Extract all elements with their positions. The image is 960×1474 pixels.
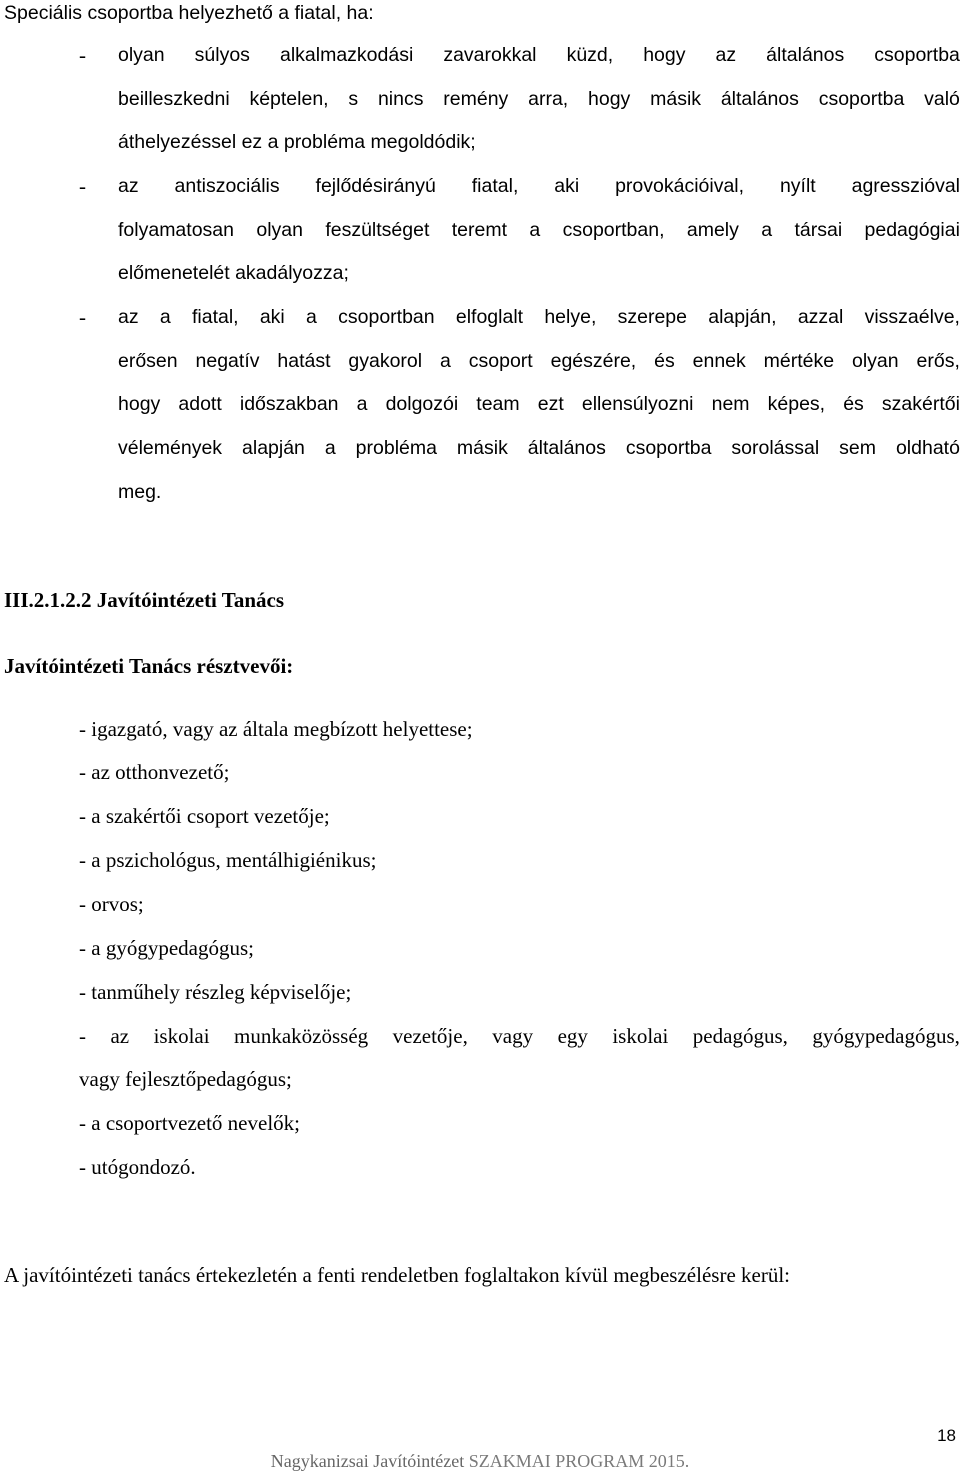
participant-item: - igazgató, vagy az általa megbízott helyettese; [79, 717, 473, 741]
word: ennek [692, 350, 746, 372]
word: hogy [118, 393, 161, 415]
closing-text: A javítóintézeti tanács értekezletén a fenti rendeletben foglaltakon kívül megbeszélésre kerül: [4, 1263, 790, 1287]
word: alkalmazkodási [279, 44, 414, 66]
participant-item: - utógondozó. [79, 1155, 196, 1179]
word: vezetője, [392, 1024, 468, 1048]
condition-line [118, 42, 960, 68]
page-footer [0, 1450, 960, 1472]
word: olyan [118, 44, 165, 66]
participant-item-line [79, 1023, 960, 1049]
word: társai [794, 219, 843, 241]
word: adott [178, 393, 222, 415]
intro-text: Speciális csoportba helyezhető a fiatal, ha: [4, 2, 374, 24]
word: fejlődésirányú [315, 175, 436, 197]
word: gyakorol [348, 350, 423, 372]
word: ellensúlyozni [581, 393, 694, 415]
word: szakértői [881, 393, 960, 415]
word: a [529, 219, 541, 241]
page-number: 18 [937, 1426, 956, 1445]
word: s [348, 88, 359, 110]
word: általános [720, 88, 799, 110]
section-heading: III.2.1.2.2 Javítóintézeti Tanács [4, 588, 285, 612]
word: provokációival, [615, 175, 745, 197]
word: dolgozói [385, 393, 459, 415]
word: időszakban [239, 393, 339, 415]
word: nem [711, 393, 750, 415]
word: remény [443, 88, 509, 110]
word: és [843, 393, 864, 415]
word: elfoglalt [455, 306, 524, 328]
word: általános [527, 437, 606, 459]
word: szerepe [617, 306, 687, 328]
word: aki [554, 175, 580, 197]
word: csoport [468, 350, 533, 372]
word: probléma [355, 437, 437, 459]
participant-item: - a csoportvezető nevelők; [79, 1111, 300, 1135]
participant-item: - tanműhely részleg képviselője; [79, 980, 352, 1004]
word: zavarokkal [443, 44, 537, 66]
word: iskolai [612, 1024, 669, 1048]
word: a [761, 219, 773, 241]
word: agresszióval [851, 175, 960, 197]
word: nyílt [779, 175, 816, 197]
word: amely [686, 219, 739, 241]
word: a [356, 393, 368, 415]
word: beilleszkedni [118, 88, 230, 110]
condition-text: meg. [118, 481, 162, 503]
word: vagy [492, 1024, 534, 1048]
list-dash: - [79, 174, 86, 198]
word: - [79, 1024, 86, 1048]
word: olyan [256, 219, 303, 241]
word: csoportban, [562, 219, 665, 241]
word: csoportba [874, 44, 960, 66]
word: alapján [242, 437, 305, 459]
word: feszültséget [325, 219, 430, 241]
condition-line [118, 217, 960, 243]
word: azzal [797, 306, 844, 328]
word: csoportba [625, 437, 712, 459]
word: a [440, 350, 451, 372]
word: alapján, [708, 306, 777, 328]
word: mértéke [763, 350, 835, 372]
word: pedagógiai [864, 219, 960, 241]
word: egy [557, 1024, 588, 1048]
word: hatást [277, 350, 331, 372]
word: aki [259, 306, 285, 328]
participant-item: - orvos; [79, 892, 144, 916]
list-dash: - [79, 43, 86, 67]
word: munkaközösség [234, 1024, 369, 1048]
list-dash: - [79, 305, 86, 329]
word: hogy [588, 88, 631, 110]
word: fiatal, [471, 175, 519, 197]
word: gyógypedagógus, [812, 1024, 960, 1048]
word: általános [766, 44, 845, 66]
word: az [118, 175, 139, 197]
word: az [110, 1024, 130, 1048]
word: erősen [118, 350, 178, 372]
participant-item: vagy fejlesztőpedagógus; [79, 1067, 292, 1091]
word: antiszociális [174, 175, 280, 197]
participants-heading: Javítóintézeti Tanács résztvevői: [4, 654, 294, 678]
word: visszaélve, [864, 306, 960, 328]
condition-line [118, 391, 960, 417]
word: sem [839, 437, 876, 459]
word: képes, [767, 393, 826, 415]
word: egészére, [550, 350, 637, 372]
word: másik [456, 437, 508, 459]
word: oldható [895, 437, 960, 459]
condition-text: előmenetelét akadályozza; [118, 262, 349, 284]
word: arra, [528, 88, 569, 110]
word: helye, [544, 306, 597, 328]
word: ezt [537, 393, 564, 415]
word: olyan [852, 350, 899, 372]
word: és [654, 350, 675, 372]
word: iskolai [153, 1024, 210, 1048]
word: csoportban [338, 306, 435, 328]
word: pedagógus, [692, 1024, 788, 1048]
participant-item: - az otthonvezető; [79, 760, 230, 784]
word: súlyos [194, 44, 250, 66]
participant-item: - a pszichológus, mentálhigiénikus; [79, 848, 377, 872]
word: képtelen, [249, 88, 329, 110]
word: negatív [195, 350, 260, 372]
condition-line [118, 435, 960, 461]
word: a [159, 306, 171, 328]
word: küzd, [566, 44, 614, 66]
word: a [324, 437, 336, 459]
word: sorolással [731, 437, 820, 459]
word: nincs [377, 88, 424, 110]
condition-line [118, 304, 960, 330]
word: való [924, 88, 960, 110]
participant-item: - a szakértői csoport vezetője; [79, 804, 330, 828]
word: team [476, 393, 520, 415]
participant-item: - a gyógypedagógus; [79, 936, 254, 960]
word: hogy [643, 44, 686, 66]
word: erős, [916, 350, 960, 372]
condition-text: áthelyezéssel ez a probléma megoldódik; [118, 131, 476, 153]
word: fiatal, [191, 306, 239, 328]
condition-line [118, 348, 960, 374]
word: folyamatosan [118, 219, 234, 241]
word: az [715, 44, 737, 66]
condition-line [118, 86, 960, 112]
footer-program: SZAKMAI PROGRAM 2015. [468, 1451, 690, 1471]
word: vélemények [118, 437, 223, 459]
word: csoportba [818, 88, 905, 110]
condition-line [118, 173, 960, 199]
word: teremt [451, 219, 508, 241]
footer-institution: Nagykanizsai Javítóintézet [270, 1451, 465, 1471]
word: a [306, 306, 317, 328]
word: másik [650, 88, 702, 110]
word: az [118, 306, 139, 328]
